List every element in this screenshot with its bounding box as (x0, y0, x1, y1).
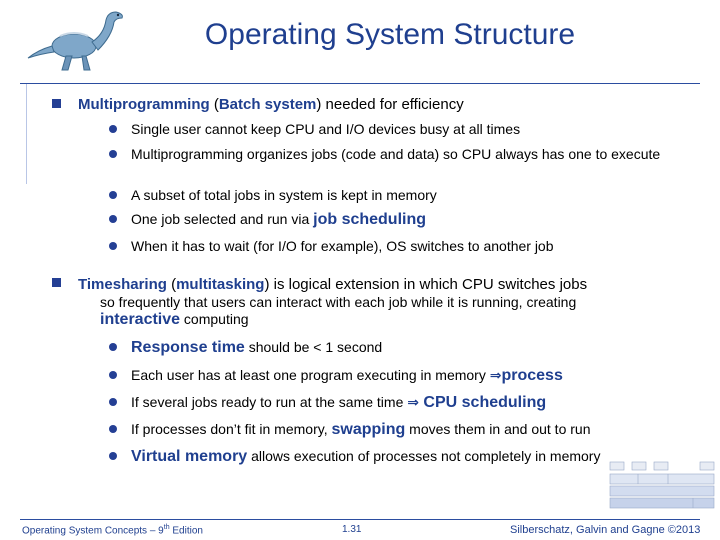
term-batch-system: Batch system (218, 96, 317, 113)
round-bullet-icon (109, 425, 117, 433)
round-bullet-icon (109, 215, 117, 223)
sub-item-text: A subset of total jobs in system is kept in memory (131, 187, 437, 203)
square-bullet-icon (52, 99, 61, 108)
implies-arrow-icon: ⇒ (489, 367, 502, 383)
point-text: ) is logical extension in which CPU switches jobs (264, 276, 588, 293)
footer-page-number: 1.31 (342, 524, 362, 535)
footer-book-title (22, 524, 203, 536)
memory-layout-diagram (608, 460, 718, 518)
round-bullet-icon (109, 452, 117, 460)
title-rule (20, 83, 700, 84)
term-multiprogramming: Multiprogramming (78, 96, 210, 113)
term-virtual-memory: Virtual memory (131, 448, 248, 465)
sub-item-text: moves them in and out to run (405, 421, 591, 437)
term-timesharing: Timesharing (78, 276, 167, 293)
footer-text: Operating System Concepts – 9 (22, 525, 164, 537)
round-bullet-icon (109, 343, 117, 351)
sub-item-text: If several jobs ready to run at the same time (131, 394, 408, 410)
sub-item (131, 187, 701, 204)
term-interactive: interactive (100, 311, 181, 328)
point-text-line2: so frequently that users can interact with each job while it is running, creating (100, 294, 577, 310)
implies-arrow-icon: ⇒ (407, 394, 419, 410)
sub-item (131, 146, 701, 163)
footer-authors: Silberschatz, Galvin and Gagne ©2013 (510, 524, 701, 536)
sub-item (131, 367, 701, 384)
sub-item-text: When it has to wait (for I/O for example), OS switches to another job (131, 238, 554, 254)
slide-title: Operating System Structure (204, 18, 576, 51)
sub-item-text: allows execution of processes not completely in memory (247, 448, 601, 464)
round-bullet-icon (109, 371, 117, 379)
point-text: computing (180, 311, 249, 327)
sub-item (131, 394, 701, 411)
sub-item-text: Multiprogramming organizes jobs (code and data) so CPU always has one to execute (131, 146, 661, 162)
term-cpu-scheduling: CPU scheduling (418, 394, 547, 411)
sub-item (131, 211, 701, 228)
sub-item-text: One job selected and run via (131, 211, 314, 227)
paren-open: ( (209, 96, 219, 113)
square-bullet-icon (52, 278, 61, 287)
sub-item-text: Single user cannot keep CPU and I/O devices busy at all times (131, 121, 521, 137)
sub-item-text: If processes don’t fit in memory, (131, 421, 332, 437)
sub-item-text: Each user has at least one program executing in memory (131, 367, 490, 383)
round-bullet-icon (109, 191, 117, 199)
sub-item (131, 339, 701, 356)
sub-item (131, 421, 701, 438)
point-text: ) needed for efficiency (316, 96, 464, 113)
point-multiprogramming (78, 96, 464, 113)
term-swapping: swapping (331, 421, 406, 438)
paren-open: ( (166, 276, 177, 293)
point-text-line3 (100, 311, 249, 329)
left-rule (26, 84, 27, 184)
round-bullet-icon (109, 125, 117, 133)
round-bullet-icon (109, 398, 117, 406)
sub-item-text: should be < 1 second (244, 339, 383, 355)
footer-rule (20, 519, 700, 520)
sub-item (131, 238, 701, 255)
term-response-time: Response time (131, 339, 245, 356)
round-bullet-icon (109, 242, 117, 250)
term-process: process (501, 367, 563, 384)
term-job-scheduling: job scheduling (313, 211, 427, 228)
footer-sup: th (163, 524, 170, 531)
sub-item (131, 121, 701, 138)
term-multitasking: multitasking (176, 276, 265, 293)
footer-text: Edition (169, 525, 203, 537)
point-timesharing (78, 275, 678, 294)
round-bullet-icon (109, 150, 117, 158)
